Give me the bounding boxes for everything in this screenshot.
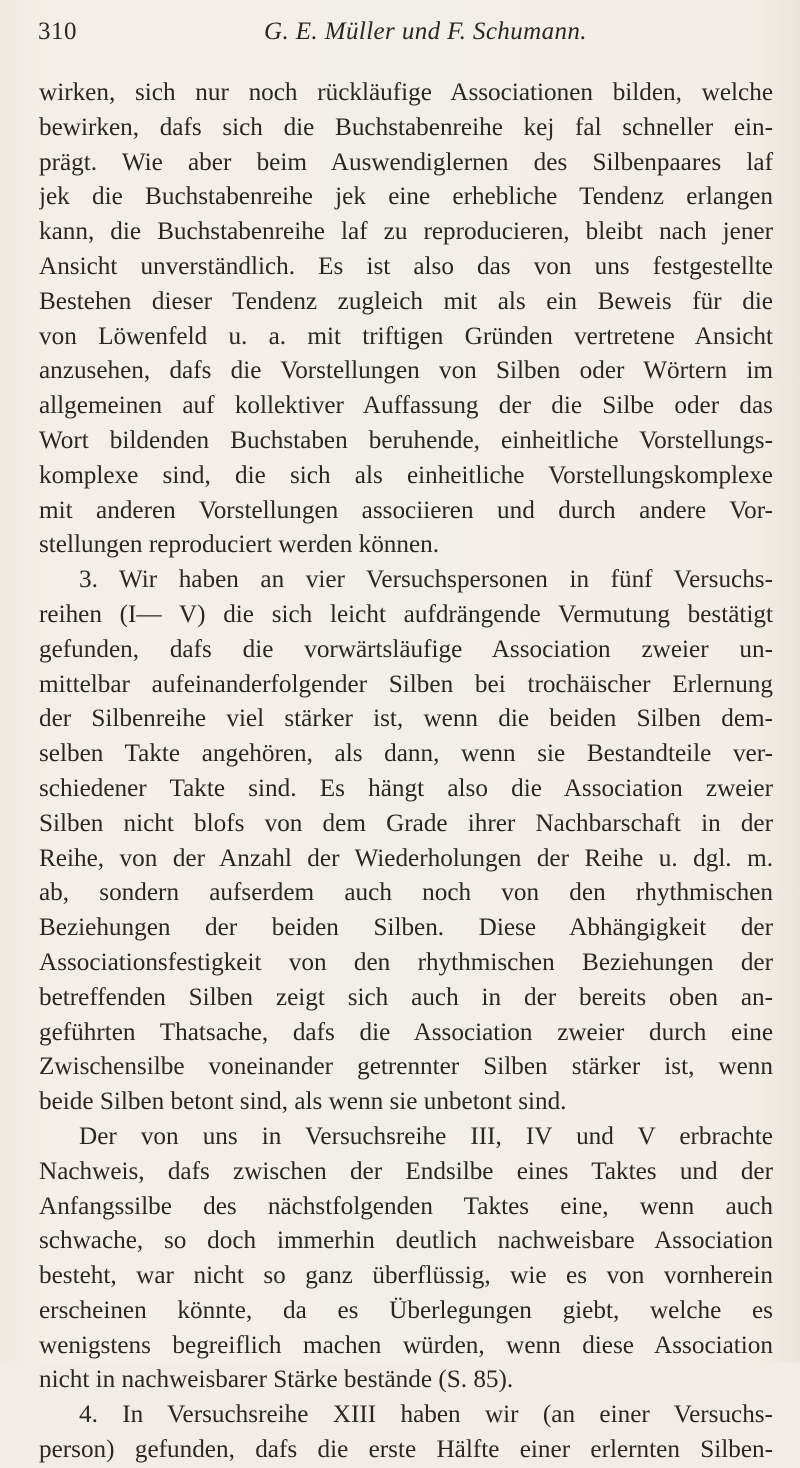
text-line: kann, die Buchstabenreihe laf zu reproducieren, bleibt nach jener (39, 218, 773, 246)
text-line: Der von uns in Versuchsreihe III, IV und V erbrachte (79, 1122, 773, 1150)
text-line: selben Takte angehören, als dann, wenn sie Bestandteile ver- (39, 740, 773, 768)
text-line: schwache, so doch immerhin deutlich nachweisbare Association (39, 1227, 773, 1255)
text-line: Nachweis, dafs zwischen der Endsilbe eines Taktes und der (39, 1157, 773, 1185)
text-line: allgemeinen auf kollektiver Auffassung der die Silbe oder das (39, 392, 773, 420)
text-line: jek die Buchstabenreihe jek eine erhebliche Tendenz erlangen (39, 183, 773, 211)
text-line: Bestehen dieser Tendenz zugleich mit als ein Beweis für die (39, 287, 773, 315)
text-line: anzusehen, dafs die Vorstellungen von Silben oder Wörtern im (39, 357, 773, 385)
text-line: stellungen reproduciert werden können. (39, 531, 440, 559)
text-line: 3. Wir haben an vier Versuchspersonen in fünf Versuchs- (79, 566, 773, 594)
text-line: schiedener Takte sind. Es hängt also die Association zweier (39, 774, 773, 802)
text-line: geführten Thatsache, dafs die Association zweier durch eine (39, 1018, 773, 1046)
text-line: wirken, sich nur noch rückläufige Associationen bilden, welche (39, 79, 773, 106)
text-line: 4. In Versuchsreihe XIII haben wir (an einer Versuchs- (79, 1401, 773, 1429)
text-line: beide Silben betont sind, als wenn sie unbetont sind. (39, 1088, 567, 1116)
text-line: mit anderen Vorstellungen associieren und durch andere Vor- (39, 496, 773, 524)
text-line: Beziehungen der beiden Silben. Diese Abhängigkeit der (39, 914, 773, 942)
text-line: Silben nicht blofs von dem Grade ihrer Nachbarschaft in der (39, 809, 773, 837)
text-line: besteht, war nicht so ganz überflüssig, wie es von vornherein (39, 1262, 773, 1290)
text-line: nicht in nachweisbarer Stärke bestände (S. 85). (39, 1366, 514, 1394)
text-line: Wort bildenden Buchstaben beruhende, einheitliche Vorstellungs- (39, 426, 773, 454)
text-line: gefunden, dafs die vorwärtsläufige Association zweier un- (39, 635, 773, 663)
text-line: betreffenden Silben zeigt sich auch in der bereits oben an- (39, 983, 773, 1011)
page-number: 310 (38, 18, 77, 45)
text-line: bewirken, dafs sich die Buchstabenreihe kej fal schneller ein- (39, 113, 773, 141)
text-line: von Löwenfeld u. a. mit triftigen Gründen vertretene Ansicht (39, 322, 773, 350)
running-head (38, 18, 758, 58)
body-text (39, 76, 773, 1468)
text-line: Ansicht unverständlich. Es ist also das von uns festgestellte (39, 252, 773, 280)
text-line: ab, sondern aufserdem auch noch von den rhythmischen (39, 879, 773, 907)
text-line: mittelbar aufeinanderfolgender Silben bei trochäischer Erlernung (39, 670, 773, 698)
text-line: erscheinen könnte, da es Überlegungen giebt, welche es (39, 1296, 773, 1324)
text-line: der Silbenreihe viel stärker ist, wenn die beiden Silben dem- (39, 705, 773, 733)
text-line: Anfangssilbe des nächstfolgenden Taktes eine, wenn auch (39, 1192, 773, 1220)
text-line: Associationsfestigkeit von den rhythmischen Beziehungen der (39, 948, 773, 976)
text-line: Reihe, von der Anzahl der Wiederholungen der Reihe u. dgl. m. (39, 844, 773, 872)
text-line: Zwischensilbe voneinander getrennter Silben stärker ist, wenn (39, 1053, 773, 1081)
running-title: G. E. Müller und F. Schumann. (264, 18, 587, 45)
text-line: komplexe sind, die sich als einheitliche Vorstellungskomplexe (39, 461, 773, 489)
text-line: wenigstens begreiflich machen würden, wenn diese Association (39, 1331, 773, 1359)
text-line: prägt. Wie aber beim Auswendiglernen des Silbenpaares laf (39, 148, 773, 176)
text-line: person) gefunden, dafs die erste Hälfte einer erlernten Silben- (39, 1436, 773, 1464)
text-line: reihen (I— V) die sich leicht aufdrängende Vermutung bestätigt (39, 600, 773, 628)
